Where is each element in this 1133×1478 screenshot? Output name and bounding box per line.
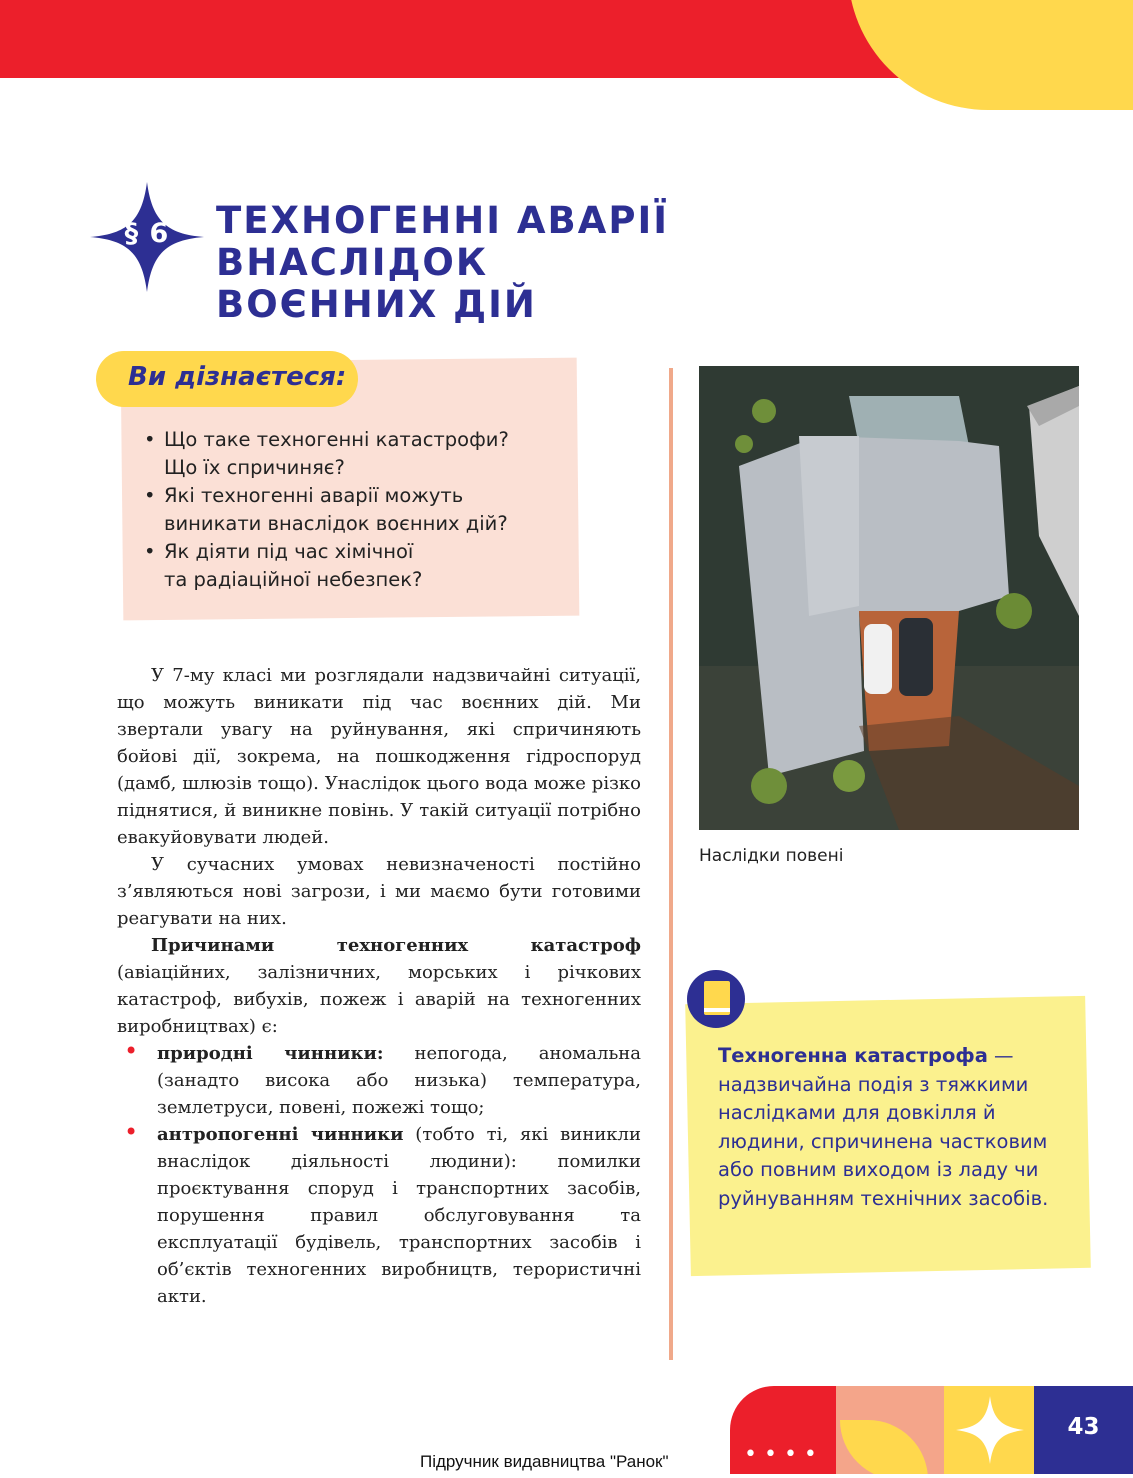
definition-body: надзвичайна подія з тяжкими наслідками для довкілля й людини, спричинена частковим або повним виходом із ладу чи руйнуванням технічних засобів. (718, 1072, 1049, 1210)
footer-pink-block (836, 1386, 946, 1474)
bold-term: Причинами техногенних катастроф (151, 935, 641, 956)
learn-item-line: Як діяти під час хімічної (164, 540, 414, 563)
page-number: 43 (1067, 1414, 1100, 1440)
paragraph: У 7-му класі ми розглядали надзвичайні ситуації, що можуть виникати під час воєнних дій. Ми звертали увагу на руйнування, які спричиняють бойові дії, зокрема, на пошкодження гідроспоруд (дамб, шлюзів тощо). Унаслідок цього вода може різко піднятися, й виникне повінь. У такій ситуації потрібно евакуйовувати людей. (117, 665, 641, 848)
footer-dots: •••• (744, 1442, 824, 1467)
learn-item (144, 538, 564, 594)
star-icon (944, 1386, 1036, 1474)
section-number: § 6 (124, 218, 170, 249)
main-text (117, 662, 641, 1310)
learn-item-line: Які техногенні аварії можуть (164, 484, 464, 507)
list-item (117, 1121, 641, 1310)
flood-photo (699, 366, 1079, 830)
learn-heading: Ви дізнаєтеся: (128, 362, 347, 392)
causes-list (117, 1040, 641, 1310)
title-line-2: ВОЄННИХ ДІЙ (216, 283, 537, 326)
column-divider (669, 368, 673, 1360)
learn-item-line: виникати внаслідок воєнних дій? (164, 512, 508, 535)
list-item (117, 1040, 641, 1121)
learn-item-line: Що таке техногенні катастрофи? (164, 428, 509, 451)
bold-term: природні чинники: (157, 1043, 384, 1064)
learn-item-line: Що їх спричиняє? (164, 456, 345, 479)
learn-list (144, 426, 564, 594)
definition-dash: — (987, 1044, 1014, 1067)
title-line-1: ТЕХНОГЕННІ АВАРІЇ ВНАСЛІДОК (216, 199, 670, 284)
learn-item (144, 426, 564, 482)
paragraph (117, 932, 641, 1040)
book-badge (687, 970, 745, 1028)
paragraph: У сучасних умовах невизначеності постійно з’являються нові загрози, і ми маємо бути готовими реагувати на них. (117, 854, 641, 929)
paragraph-text: (авіаційних, залізничних, морських і річкових катастроф, вибухів, пожеж і аварій на техногенних виробництвах) є: (117, 962, 641, 1037)
footer-yellow-block (944, 1386, 1036, 1474)
book-icon (704, 981, 730, 1015)
section-badge (90, 182, 204, 292)
publisher-note: Підручник видавництва "Ранок" (420, 1452, 669, 1471)
top-decor-shape (848, 0, 1133, 110)
bold-term: антропогенні чинники (157, 1124, 404, 1145)
learn-item-line: та радіаційної небезпек? (164, 568, 423, 591)
flood-photo-illustration (699, 366, 1079, 830)
list-item-text: непогода, аномальна (занадто висока або низька) температура, землетруси, повені, пожежі тощо; (157, 1043, 641, 1118)
leaf-shape (840, 1420, 928, 1474)
definition-text (718, 1042, 1068, 1213)
learn-item (144, 482, 564, 538)
list-item-text: (тобто ті, які виникли внаслідок діяльності людини): помилки проєктування споруд і транспортних засобів, порушення правил обслуговування та експлуатації будівель, транспортних засобів і об’єктів техногенних виробництв, терористичні акти. (157, 1124, 641, 1307)
photo-caption: Наслідки повені (699, 846, 844, 866)
page-title (216, 200, 896, 326)
definition-term: Техногенна катастрофа (718, 1044, 988, 1067)
